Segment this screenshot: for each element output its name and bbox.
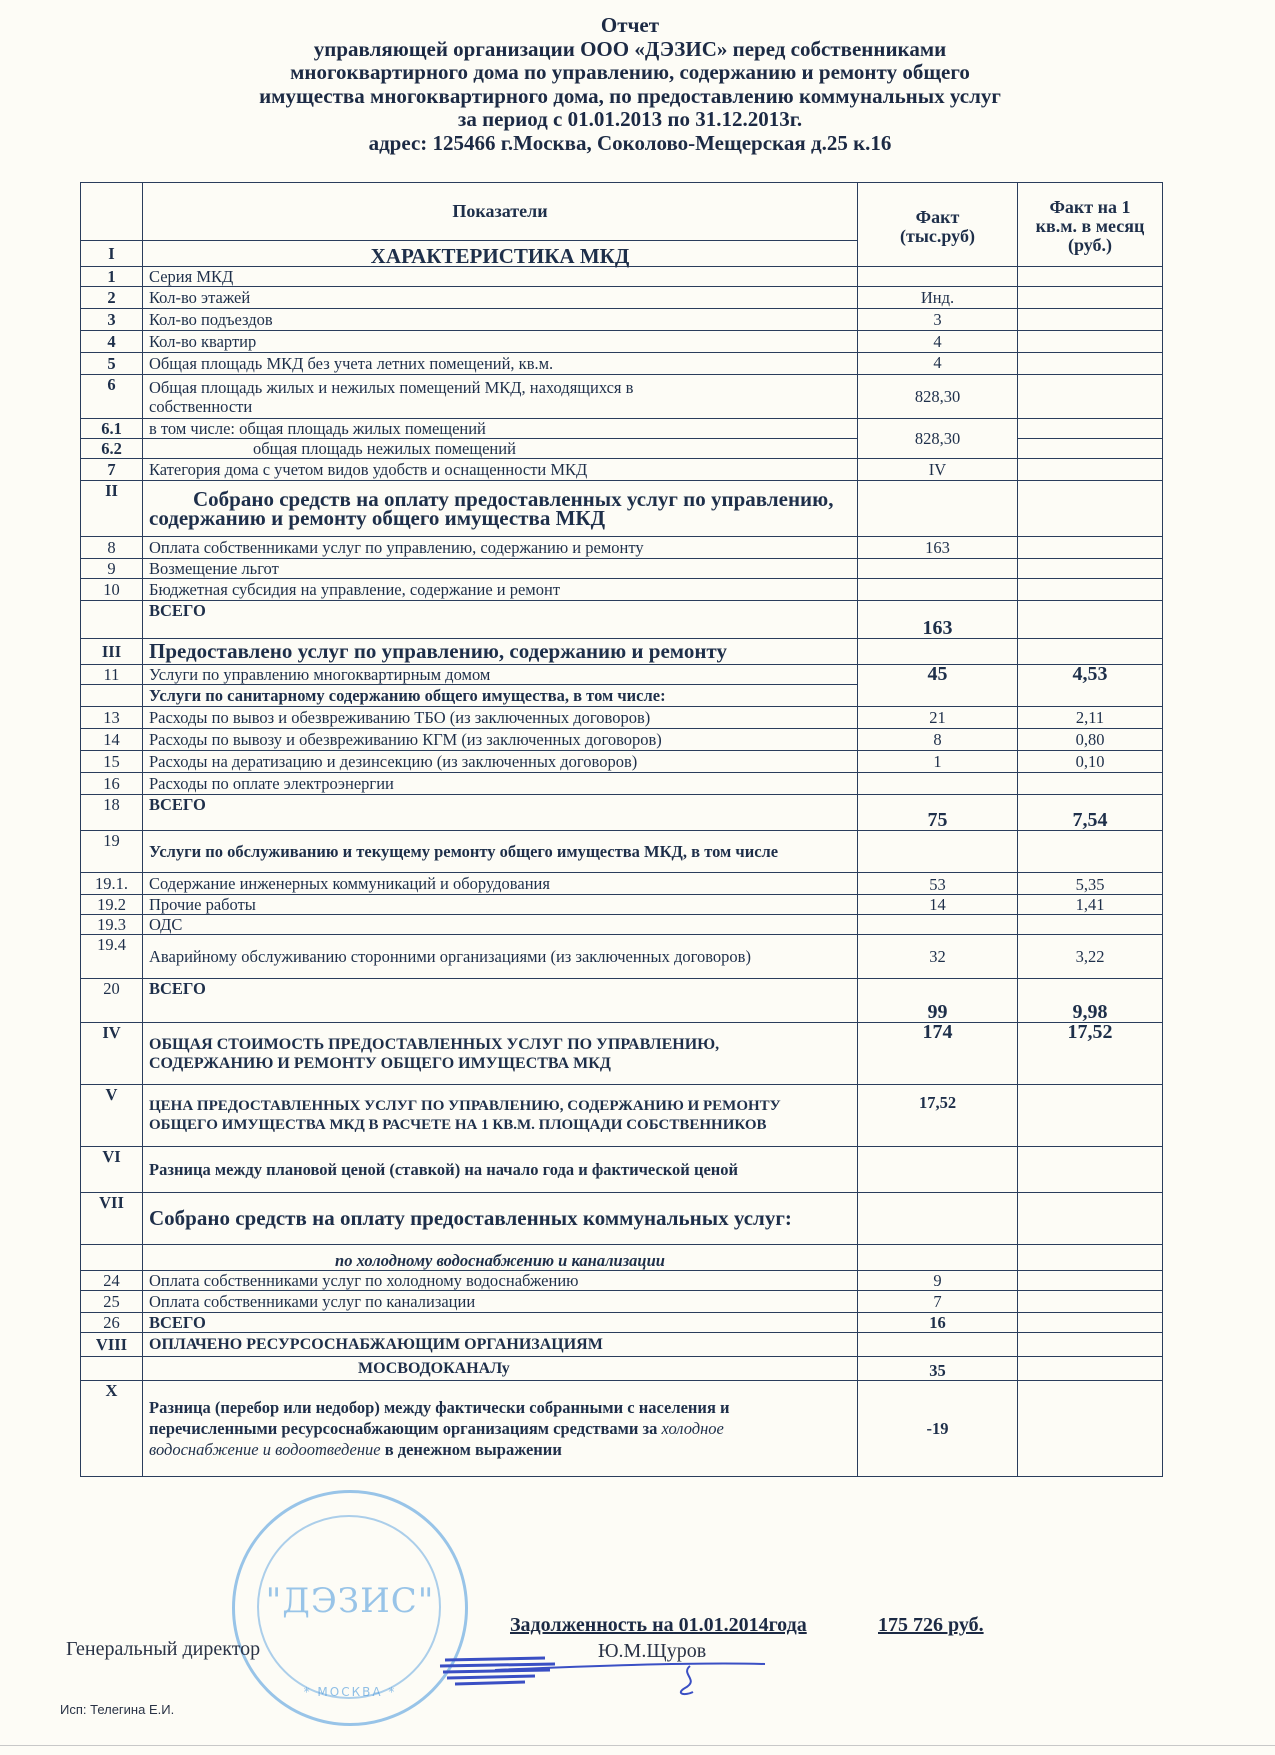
page-bottom-divider <box>0 1745 1275 1746</box>
row-per <box>1018 1313 1163 1333</box>
debt-amount: 175 726 руб. <box>878 1614 984 1636</box>
section-title: Предоставлено услуг по управлению, содержанию и ремонту <box>143 639 858 665</box>
executor-name: Исп: Телегина Е.И. <box>60 1702 175 1717</box>
row-per <box>1018 831 1163 873</box>
row-num: 6 <box>81 375 143 419</box>
row-name-part: в денежном выражении <box>380 1440 562 1459</box>
company-stamp <box>232 1490 468 1726</box>
row-name-part: Разница (перебор или недобор) между фактически собранными с населения и перечисленными ресурсоснабжающим организациям средствами за <box>149 1398 730 1438</box>
row-per <box>1018 915 1163 935</box>
row-num: 16 <box>81 773 143 795</box>
row-name: Оплата собственниками услуг по холодному водоснабжению <box>143 1271 858 1291</box>
row-per <box>1018 287 1163 309</box>
row-num: 6.1 <box>81 419 143 439</box>
table-row <box>81 831 1163 873</box>
row-num: 15 <box>81 751 143 773</box>
table-row <box>81 895 1163 915</box>
row-num: 14 <box>81 729 143 751</box>
row-per: 9,98 <box>1018 979 1163 1023</box>
row-fact: -19 <box>858 1381 1018 1477</box>
row-name: Бюджетная субсидия на управление, содержание и ремонт <box>143 579 858 601</box>
row-name: Кол-во квартир <box>143 331 858 353</box>
header-per-sqm: Факт на 1 кв.м. в месяц (руб.) <box>1018 183 1163 267</box>
row-name: ОПЛАЧЕНО РЕСУРСОСНАБЖАЮЩИМ ОРГАНИЗАЦИЯМ <box>143 1333 858 1357</box>
row-name: ОБЩАЯ СТОИМОСТЬ ПРЕДОСТАВЛЕННЫХ УСЛУГ ПО УПРАВЛЕНИЮ, СОДЕРЖАНИЮ И РЕМОНТУ ОБЩЕГО ИМУЩЕСТВА МКД <box>143 1023 858 1085</box>
row-fact: 99 <box>858 979 1018 1023</box>
table-row <box>81 665 1163 685</box>
stamp-inner-ring <box>257 1515 441 1699</box>
row-fact: 1 <box>858 751 1018 773</box>
row-fact: 35 <box>858 1357 1018 1381</box>
title-line: управляющей организации ООО «ДЭЗИС» перед собственниками <box>313 36 947 61</box>
row-per <box>1018 1271 1163 1291</box>
table-row <box>81 1193 1163 1245</box>
table-row <box>81 267 1163 287</box>
row-per <box>1018 375 1163 419</box>
row-per: 0,10 <box>1018 751 1163 773</box>
row-per <box>1018 419 1163 439</box>
table-row <box>81 579 1163 601</box>
row-num: 19.4 <box>81 935 143 979</box>
row-num: 9 <box>81 559 143 579</box>
row-per <box>1018 537 1163 559</box>
row-name: ВСЕГО <box>143 1313 858 1333</box>
row-per <box>1018 1193 1163 1245</box>
table-row <box>81 537 1163 559</box>
row-name: Расходы по вывозу и обезвреживанию КГМ (из заключенных договоров) <box>143 729 858 751</box>
row-per <box>1018 353 1163 375</box>
row-name: общая площадь нежилых помещений <box>143 439 858 459</box>
row-fact <box>858 481 1018 537</box>
row-fact <box>858 831 1018 873</box>
row-per <box>1018 459 1163 481</box>
row-per <box>1018 331 1163 353</box>
row-fact: 828,30 <box>858 375 1018 419</box>
table-row <box>81 481 1163 537</box>
row-name: Содержание инженерных коммуникаций и оборудования <box>143 873 858 895</box>
table-row <box>81 1147 1163 1193</box>
row-per <box>1018 1245 1163 1271</box>
title-line: за период с 01.01.2013 по 31.12.2013г. <box>457 107 803 131</box>
section-title: Собрано средств на оплату предоставленных услуг по управлению, содержанию и ремонту общего имущества МКД <box>143 481 858 537</box>
director-title: Генеральный директор <box>66 1638 261 1660</box>
row-fact: 174 <box>858 1023 1018 1085</box>
row-fact: 828,30 <box>858 419 1018 459</box>
row-num: 20 <box>81 979 143 1023</box>
row-per <box>1018 559 1163 579</box>
row-per: 17,52 <box>1018 1023 1163 1085</box>
row-name: Разница между плановой ценой (ставкой) на начало года и фактической ценой <box>143 1147 858 1193</box>
table-row <box>81 729 1163 751</box>
row-per: 3,22 <box>1018 935 1163 979</box>
row-fact <box>858 579 1018 601</box>
row-fact: 32 <box>858 935 1018 979</box>
table-row <box>81 1271 1163 1291</box>
table-row <box>81 873 1163 895</box>
row-fact: 163 <box>858 537 1018 559</box>
title-line: Отчет <box>600 13 660 37</box>
table-row <box>81 1313 1163 1333</box>
table-row <box>81 1291 1163 1313</box>
row-num: 2 <box>81 287 143 309</box>
row-num: III <box>81 639 143 665</box>
row-fact: 17,52 <box>858 1085 1018 1147</box>
table-row <box>81 915 1163 935</box>
row-per <box>1018 1333 1163 1357</box>
row-name: Оплата собственниками услуг по управлению, содержанию и ремонту <box>143 537 858 559</box>
report-title <box>180 14 1080 155</box>
row-per: 1,41 <box>1018 895 1163 915</box>
row-name: Общая площадь жилых и нежилых помещений МКД, находящихся в собственности <box>143 375 858 419</box>
row-per <box>1018 1381 1163 1477</box>
table-row <box>81 353 1163 375</box>
report-table <box>80 182 1163 1477</box>
row-per <box>1018 639 1163 665</box>
row-num <box>81 685 143 707</box>
row-num: 7 <box>81 459 143 481</box>
row-fact <box>858 915 1018 935</box>
table-row <box>81 559 1163 579</box>
row-fact: 75 <box>858 795 1018 831</box>
header-num-cell <box>81 183 143 241</box>
row-name: Расходы по вывоз и обезвреживанию ТБО (из заключенных договоров) <box>143 707 858 729</box>
table-row <box>81 1245 1163 1271</box>
header-fact: Факт (тыс.руб) <box>858 183 1018 267</box>
row-num <box>81 1245 143 1271</box>
row-fact <box>858 773 1018 795</box>
table-row <box>81 707 1163 729</box>
table-row <box>81 309 1163 331</box>
table-row <box>81 795 1163 831</box>
row-per: 4,53 <box>1018 665 1163 707</box>
row-num: 19.1. <box>81 873 143 895</box>
row-name: Серия МКД <box>143 267 858 287</box>
row-name: Расходы по оплате электроэнергии <box>143 773 858 795</box>
row-name-italic: холодное водоснабжение и водоотведение <box>149 1419 724 1459</box>
table-row <box>81 773 1163 795</box>
row-per <box>1018 1357 1163 1381</box>
row-per: 0,80 <box>1018 729 1163 751</box>
row-name: Кол-во этажей <box>143 287 858 309</box>
row-num: 18 <box>81 795 143 831</box>
row-fact: 16 <box>858 1313 1018 1333</box>
row-name: ЦЕНА ПРЕДОСТАВЛЕННЫХ УСЛУГ ПО УПРАВЛЕНИЮ, СОДЕРЖАНИЮ И РЕМОНТУ ОБЩЕГО ИМУЩЕСТВА МКД В РАСЧЕТЕ НА 1 КВ.М. ПЛОЩАДИ СОБСТВЕННИКОВ <box>143 1085 858 1147</box>
row-name: Услуги по обслуживанию и текущему ремонту общего имущества МКД, в том числе <box>143 831 858 873</box>
row-num: I <box>81 241 143 267</box>
row-num: VIII <box>81 1333 143 1357</box>
row-fact: 8 <box>858 729 1018 751</box>
title-line: адрес: 125466 г.Москва, Соколово-Мещерская д.25 к.16 <box>368 130 892 155</box>
row-num <box>81 1357 143 1381</box>
row-name: Общая площадь МКД без учета летних помещений, кв.м. <box>143 353 858 375</box>
row-name: Кол-во подъездов <box>143 309 858 331</box>
row-per: 2,11 <box>1018 707 1163 729</box>
row-num: 13 <box>81 707 143 729</box>
row-fact: 9 <box>858 1271 1018 1291</box>
row-per <box>1018 1085 1163 1147</box>
stamp-city: * МОСКВА * <box>303 1685 397 1699</box>
row-num: VII <box>81 1193 143 1245</box>
row-fact: IV <box>858 459 1018 481</box>
row-name: Возмещение льгот <box>143 559 858 579</box>
row-num <box>81 601 143 639</box>
row-name: Оплата собственниками услуг по канализации <box>143 1291 858 1313</box>
row-per <box>1018 579 1163 601</box>
row-per <box>1018 267 1163 287</box>
row-fact: 4 <box>858 353 1018 375</box>
row-fact: 14 <box>858 895 1018 915</box>
row-fact: 163 <box>858 601 1018 639</box>
row-name: ВСЕГО <box>143 601 858 639</box>
row-name: ВСЕГО <box>143 979 858 1023</box>
table-row <box>81 639 1163 665</box>
row-name: Услуги по управлению многоквартирным домом <box>143 665 858 685</box>
row-per <box>1018 773 1163 795</box>
row-num: 19.3 <box>81 915 143 935</box>
row-num: 24 <box>81 1271 143 1291</box>
header-indicators: Показатели <box>143 183 858 241</box>
table-row <box>81 287 1163 309</box>
row-num: 3 <box>81 309 143 331</box>
row-per <box>1018 1291 1163 1313</box>
row-fact <box>858 1333 1018 1357</box>
row-num: IV <box>81 1023 143 1085</box>
row-num: VI <box>81 1147 143 1193</box>
row-fact: 4 <box>858 331 1018 353</box>
section-title: Собрано средств на оплату предоставленных коммунальных услуг: <box>143 1193 858 1245</box>
table-row <box>81 1357 1163 1381</box>
table-row <box>81 459 1163 481</box>
row-name: Категория дома с учетом видов удобств и оснащенности МКД <box>143 459 858 481</box>
table-row <box>81 1085 1163 1147</box>
row-per: 5,35 <box>1018 873 1163 895</box>
signer-name: Ю.М.Щуров <box>598 1640 707 1662</box>
table-row <box>81 1381 1163 1477</box>
row-per <box>1018 601 1163 639</box>
row-num: 4 <box>81 331 143 353</box>
table-row <box>81 751 1163 773</box>
subsection-title: по холодному водоснабжению и канализации <box>143 1245 858 1271</box>
row-fact: 45 <box>858 665 1018 707</box>
stamp-company-name: "ДЭЗИС" <box>265 1581 435 1621</box>
row-name: в том числе: общая площадь жилых помещений <box>143 419 858 439</box>
row-per <box>1018 1147 1163 1193</box>
row-num: 1 <box>81 267 143 287</box>
table-row <box>81 1333 1163 1357</box>
row-fact: 3 <box>858 309 1018 331</box>
table-row <box>81 375 1163 419</box>
row-fact: 53 <box>858 873 1018 895</box>
table-row <box>81 979 1163 1023</box>
debt-label: Задолженность на 01.01.2014года <box>510 1614 807 1636</box>
row-num: 19.2 <box>81 895 143 915</box>
row-num: 5 <box>81 353 143 375</box>
row-name: МОСВОДОКАНАЛу <box>143 1357 858 1381</box>
row-fact <box>858 1193 1018 1245</box>
row-fact <box>858 559 1018 579</box>
section-title: ХАРАКТЕРИСТИКА МКД <box>143 241 858 267</box>
row-per <box>1018 481 1163 537</box>
table-row <box>81 1023 1163 1085</box>
title-line: многоквартирного дома по управлению, содержанию и ремонту общего <box>290 60 970 84</box>
row-num: 8 <box>81 537 143 559</box>
title-line: имущества многоквартирного дома, по предоставлению коммунальных услуг <box>259 83 1001 108</box>
table-row <box>81 419 1163 439</box>
table-row <box>81 935 1163 979</box>
row-name: ОДС <box>143 915 858 935</box>
row-fact <box>858 639 1018 665</box>
row-per <box>1018 439 1163 459</box>
table-row <box>81 601 1163 639</box>
row-num: 10 <box>81 579 143 601</box>
table-row <box>81 331 1163 353</box>
row-fact: Инд. <box>858 287 1018 309</box>
row-num: 25 <box>81 1291 143 1313</box>
row-name: ВСЕГО <box>143 795 858 831</box>
row-num: V <box>81 1085 143 1147</box>
row-fact <box>858 267 1018 287</box>
row-num: 26 <box>81 1313 143 1333</box>
row-fact: 7 <box>858 1291 1018 1313</box>
row-name: Расходы на дератизацию и дезинсекцию (из заключенных договоров) <box>143 751 858 773</box>
row-per <box>1018 309 1163 331</box>
row-name: Прочие работы <box>143 895 858 915</box>
row-num: 11 <box>81 665 143 685</box>
table-header-row <box>81 183 1163 241</box>
row-fact: 21 <box>858 707 1018 729</box>
row-fact <box>858 1147 1018 1193</box>
row-per: 7,54 <box>1018 795 1163 831</box>
row-fact <box>858 1245 1018 1271</box>
row-num: 6.2 <box>81 439 143 459</box>
row-num: 19 <box>81 831 143 873</box>
row-num: II <box>81 481 143 537</box>
row-num: X <box>81 1381 143 1477</box>
row-name: Услуги по санитарному содержанию общего имущества, в том числе: <box>143 685 858 707</box>
row-name <box>143 1381 858 1477</box>
row-name: Аварийному обслуживанию сторонними организациями (из заключенных договоров) <box>143 935 858 979</box>
